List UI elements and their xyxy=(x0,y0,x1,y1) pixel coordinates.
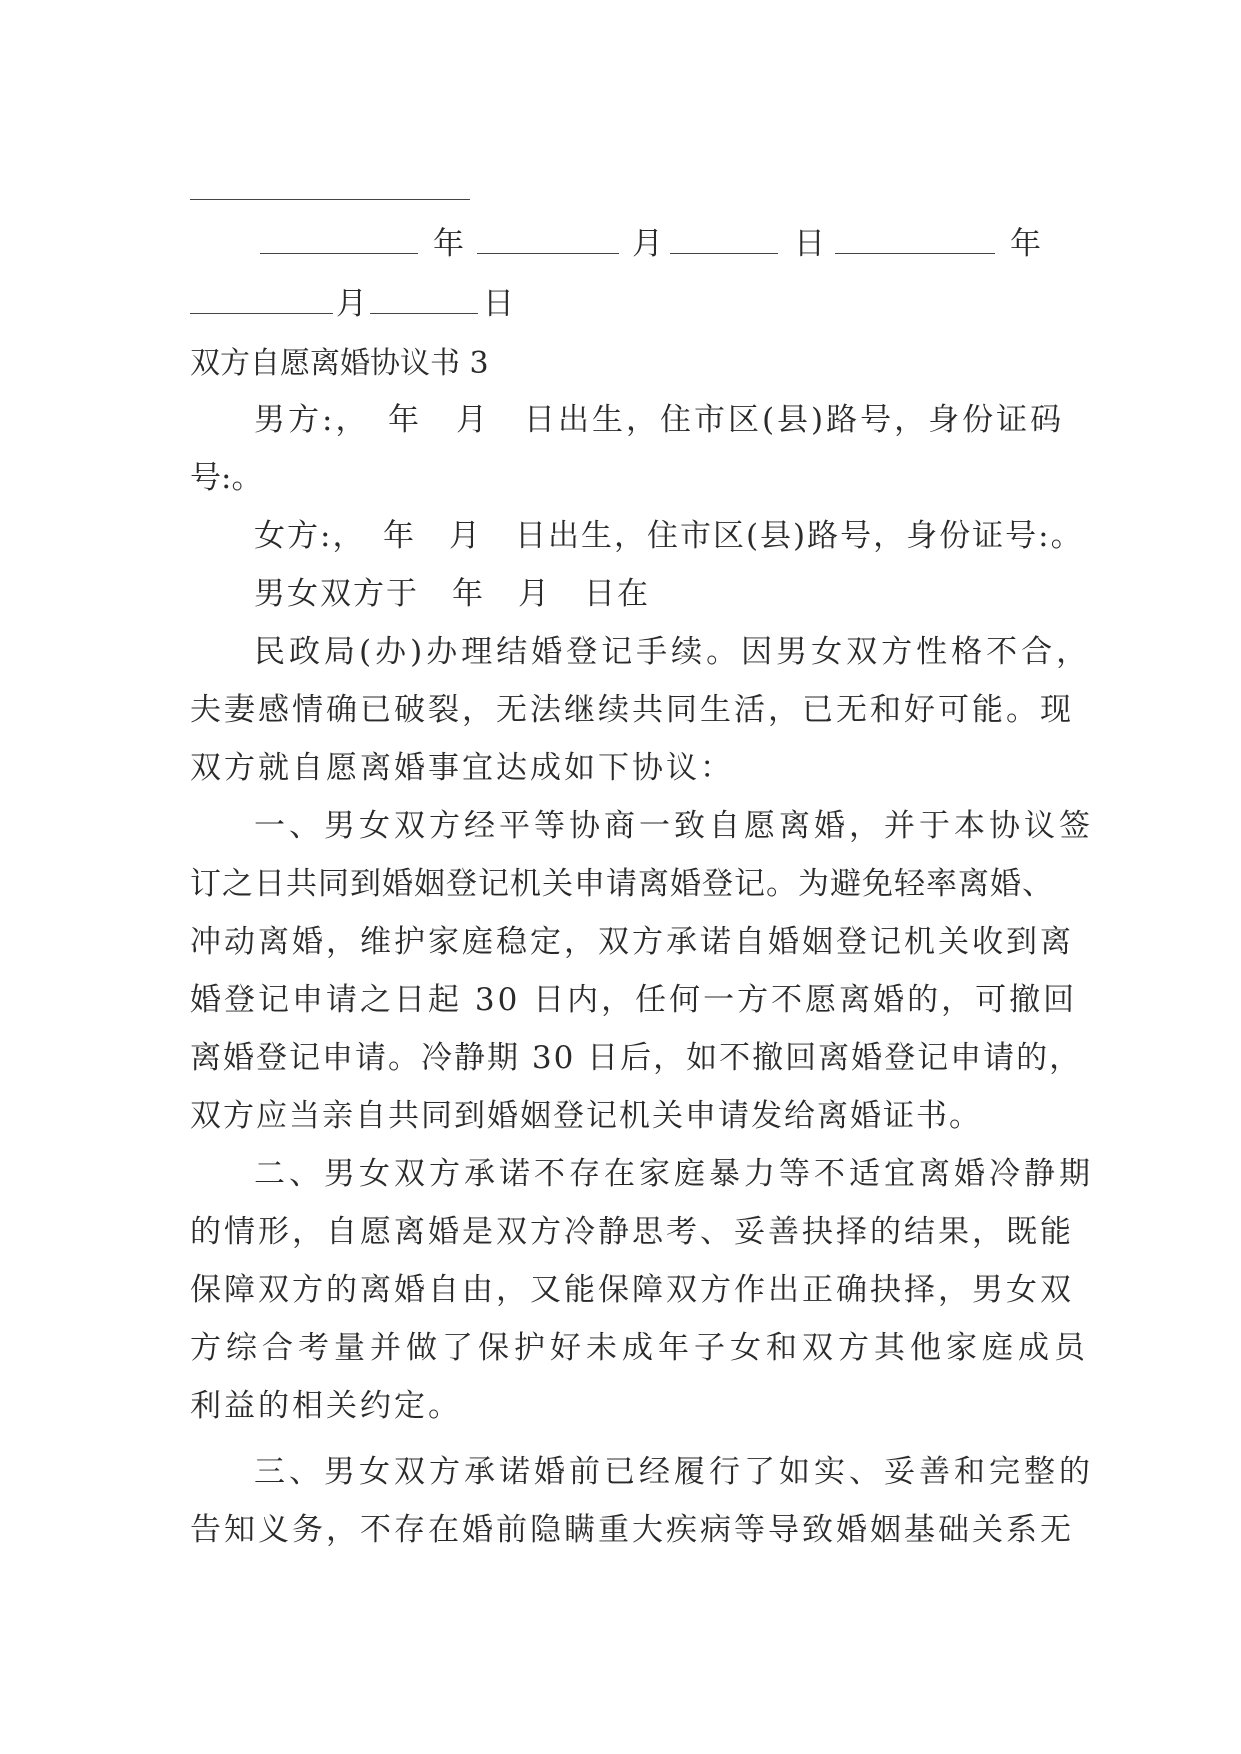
month-blank-1[interactable] xyxy=(477,227,619,254)
body-line: 双方应当亲自共同到婚姻登记机关申请发给离婚证书。 xyxy=(190,1098,982,1134)
day-label-2: 日 xyxy=(483,286,514,322)
signature-line xyxy=(190,199,470,200)
day-blank-2[interactable] xyxy=(370,287,478,314)
body-line: 的情形，自愿离婚是双方冷静思考、妥善抉择的结果，既能 xyxy=(190,1214,1074,1250)
month-label-1: 月 xyxy=(632,226,663,262)
body-line: 保障双方的离婚自由，又能保障双方作出正确抉择，男女双 xyxy=(190,1272,1074,1308)
body-line: 号:。 xyxy=(190,460,263,496)
day-label-1: 日 xyxy=(794,226,825,262)
body-line: 夫妻感情确已破裂，无法继续共同生活，已无和好可能。现 xyxy=(190,692,1074,728)
document-title: 双方自愿离婚协议书 3 xyxy=(190,346,489,381)
body-line: 方综合考量并做了保护好未成年子女和双方其他家庭成员 xyxy=(190,1330,1090,1366)
body-line: 利益的相关约定。 xyxy=(190,1388,462,1424)
year-label-2: 年 xyxy=(1010,226,1041,262)
body-line: 男方:， 年 月 日出生，住市区(县)路号，身份证码 xyxy=(254,402,1065,438)
day-blank-1[interactable] xyxy=(670,227,778,254)
body-line: 男女双方于 年 月 日在 xyxy=(254,576,650,612)
body-line: 一、男女双方经平等协商一致自愿离婚，并于本协议签 xyxy=(254,808,1094,844)
body-line: 订之日共同到婚姻登记机关申请离婚登记。为避免轻率离婚、 xyxy=(190,866,1054,902)
body-line: 冲动离婚，维护家庭稳定，双方承诺自婚姻登记机关收到离 xyxy=(190,924,1074,960)
body-line: 民政局(办)办理结婚登记手续。因男女双方性格不合， xyxy=(254,634,1092,670)
body-line: 婚登记申请之日起 30 日内，任何一方不愿离婚的，可撤回 xyxy=(190,982,1078,1018)
year-blank-2[interactable] xyxy=(835,227,995,254)
year-label-1: 年 xyxy=(433,226,464,262)
year-blank-1[interactable] xyxy=(260,227,418,254)
body-line: 告知义务，不存在婚前隐瞒重大疾病等导致婚姻基础关系无 xyxy=(190,1512,1074,1548)
body-line: 三、男女双方承诺婚前已经履行了如实、妥善和完整的 xyxy=(254,1454,1094,1490)
month-blank-2[interactable] xyxy=(190,287,333,314)
body-line: 二、男女双方承诺不存在家庭暴力等不适宜离婚冷静期 xyxy=(254,1156,1094,1192)
body-line: 女方:， 年 月 日出生，住市区(县)路号，身份证号:。 xyxy=(254,518,1084,554)
month-label-2: 月 xyxy=(336,286,367,322)
body-line: 离婚登记申请。冷静期 30 日后，如不撤回离婚登记申请的， xyxy=(190,1040,1083,1076)
body-line: 双方就自愿离婚事宜达成如下协议： xyxy=(190,750,734,786)
